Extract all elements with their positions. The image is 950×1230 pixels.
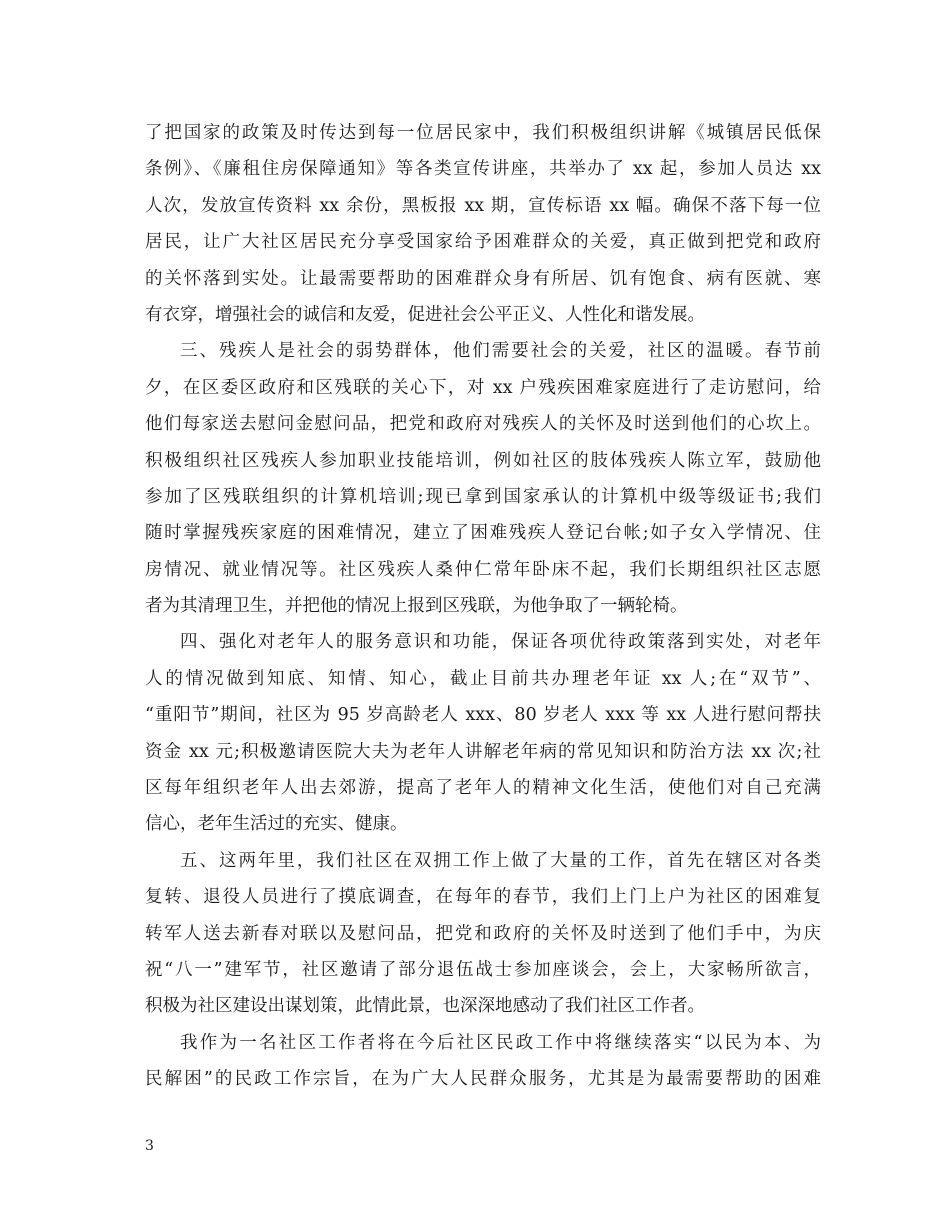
text-line: 区每年组织老年人出去郊游，提高了老年人的精神文化生活，使他们对自己充满 bbox=[145, 778, 821, 799]
text-line: 参加了区残联组织的计算机培训;现已拿到国家承认的计算机中级等级证书;我们 bbox=[145, 486, 821, 507]
text-line: 夕，在区委区政府和区残联的关心下，对 xx 户残疾困难家庭进行了走访慰问，给 bbox=[145, 377, 821, 398]
text-line: 转军人送去新春对联以及慰问品，把党和政府的关怀及时送到了他们手中，为庆 bbox=[145, 923, 821, 944]
body-text bbox=[145, 115, 821, 1098]
text-line: 条例》、《廉租住房保障通知》等各类宣传讲座，共举办了 xx 起，参加人员达 xx bbox=[145, 159, 821, 180]
text-line: 房情况、就业情况等。社区残疾人桑仲仁常年卧床不起，我们长期组织社区志愿 bbox=[145, 559, 821, 580]
text-line: 了把国家的政策及时传达到每一位居民家中，我们积极组织讲解《城镇居民低保 bbox=[145, 123, 821, 143]
text-line: 民解困”的民政工作宗旨，在为广大人民群众服务，尤其是为最需要帮助的困难 bbox=[145, 1069, 821, 1090]
text-line: 他们每家送去慰问金慰问品，把党和政府对残疾人的关怀及时送到他们的心坎上。 bbox=[145, 414, 821, 435]
text-line: 积极组织社区残疾人参加职业技能培训，例如社区的肢体残疾人陈立军，鼓励他 bbox=[145, 450, 821, 471]
text-line: 随时掌握残疾家庭的困难情况，建立了困难残疾人登记台帐;如子女入学情况、住 bbox=[145, 523, 821, 544]
text-line: 有衣穿，增强社会的诚信和友爱，促进社会公平正义、人性化和谐发展。 bbox=[145, 304, 705, 325]
text-line: 资金 xx 元;积极邀请医院大夫为老年人讲解老年病的常见知识和防治方法 xx 次;社 bbox=[145, 741, 821, 762]
text-line: 祝“八一”建军节，社区邀请了部分退伍战士参加座谈会，会上，大家畅所欲言， bbox=[145, 959, 821, 980]
text-line: 人次，发放宣传资料 xx 余份，黑板报 xx 期，宣传标语 xx 幅。确保不落下每一位 bbox=[145, 195, 821, 216]
text-line: 信心，老年生活过的充实、健康。 bbox=[145, 814, 408, 835]
text-line: 三、残疾人是社会的弱势群体，他们需要社会的关爱，社区的温暖。春节前 bbox=[180, 341, 821, 362]
text-line: 人的情况做到知底、知情、知心，截止目前共办理老年证 xx 人;在“双节”、 bbox=[145, 668, 821, 689]
text-line: 者为其清理卫生，并把他的情况上报到区残联，为他争取了一辆轮椅。 bbox=[145, 596, 688, 617]
text-line: 我作为一名社区工作者将在今后社区民政工作中将继续落实“以民为本、为 bbox=[180, 1032, 821, 1053]
text-line: 五、这两年里，我们社区在双拥工作上做了大量的工作，首先在辖区对各类 bbox=[180, 850, 821, 871]
text-line: 的关怀落到实处。让最需要帮助的困难群众身有所居、饥有饱食、病有医就、寒 bbox=[145, 268, 821, 289]
text-line: 居民，让广大社区居民充分享受国家给予困难群众的关爱，真正做到把党和政府 bbox=[145, 232, 821, 253]
text-line: 复转、退役人员进行了摸底调查，在每年的春节，我们上门上户为社区的困难复 bbox=[145, 887, 821, 908]
page-number: 3 bbox=[145, 1138, 154, 1154]
text-line: 四、强化对老年人的服务意识和功能，保证各项优待政策落到实处，对老年 bbox=[180, 632, 821, 653]
text-line: “重阳节”期间，社区为 95 岁高龄老人 xxx、80 岁老人 xxx 等 xx 人进行慰问帮扶 bbox=[145, 705, 821, 726]
text-line: 积极为社区建设出谋划策，此情此景，也深深地感动了我们社区工作者。 bbox=[145, 996, 705, 1017]
